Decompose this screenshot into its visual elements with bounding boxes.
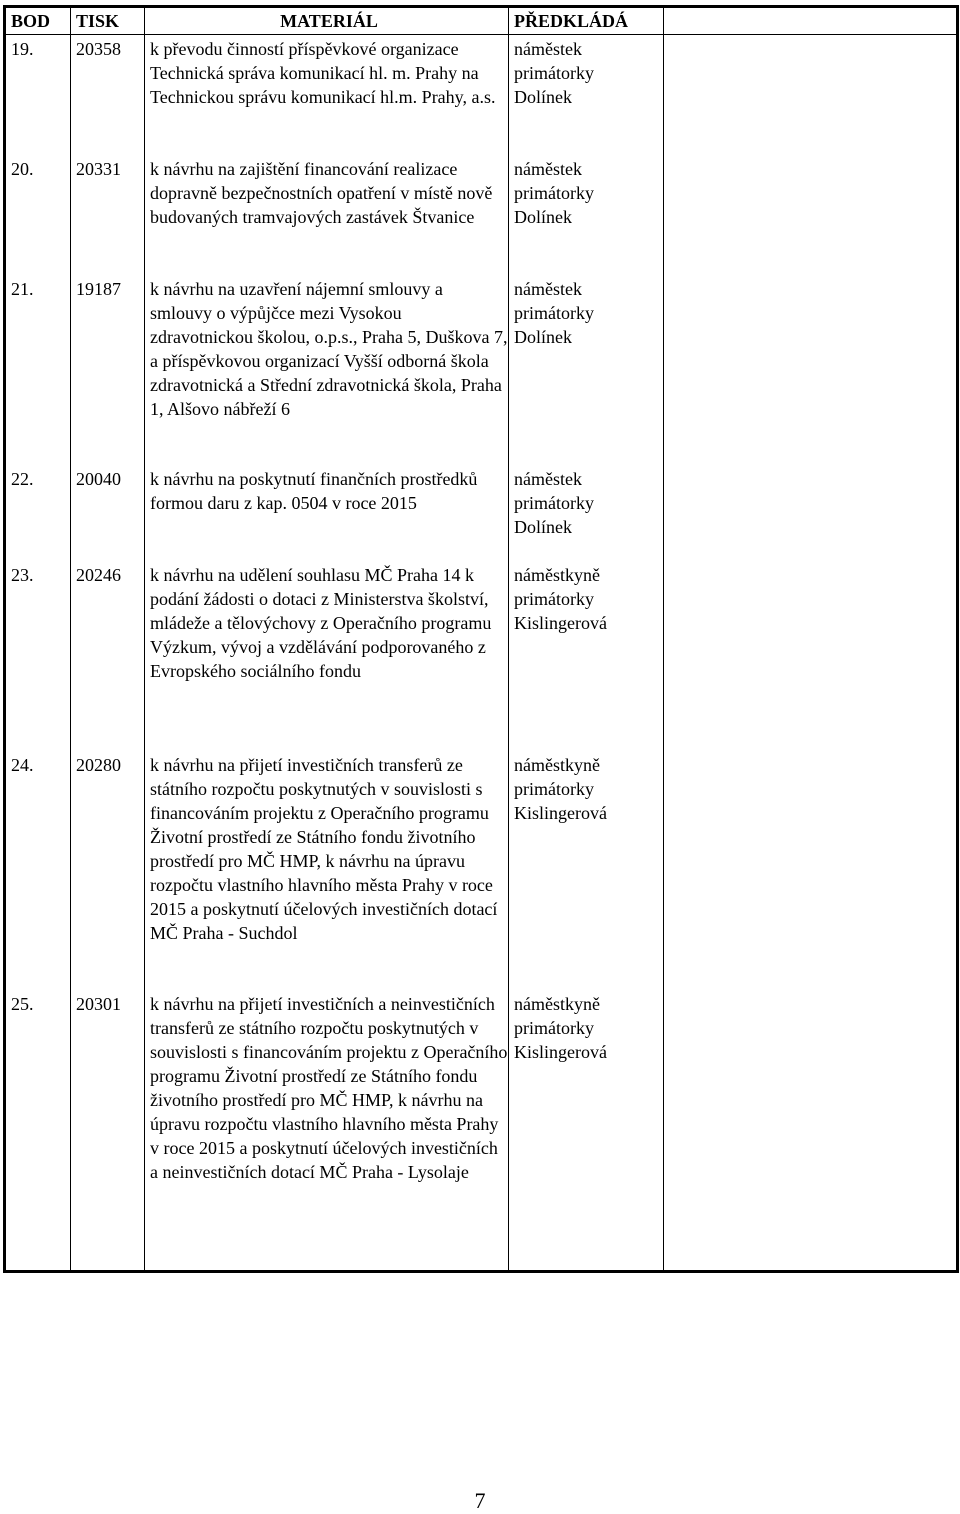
cell-predklada: [509, 561, 664, 751]
predklada-role: primátorky: [514, 63, 594, 83]
header-extra: [664, 7, 958, 35]
cell-predklada: [509, 751, 664, 990]
predklada-name: Dolínek: [514, 87, 572, 107]
predklada-title: náměstek: [514, 39, 582, 59]
cell-extra: [664, 751, 958, 990]
cell-material: k návrhu na poskytnutí finančních prostředků formou daru z kap. 0504 v roce 2015: [145, 465, 509, 561]
predklada-title: náměstkyně: [514, 564, 600, 585]
table-row: [5, 155, 958, 275]
predklada-name: Dolínek: [514, 516, 572, 537]
table-row: [5, 275, 958, 465]
cell-material: k návrhu na přijetí investičních a neinvestičních transferů ze státního rozpočtu poskytnutých v souvislosti s financováním projektu z Operačního programu Životní prostředí ze Státního fondu životního prostředí pro MČ HMP, k návrhu na úpravu rozpočtu vlastního hlavního města Prahy v roce 2015 a poskytnutí účelových investičních a neinvestičních dotací MČ Praha - Lysolaje: [145, 990, 509, 1272]
predklada-role: primátorky: [514, 778, 594, 799]
predklada-title: náměstek: [514, 468, 582, 489]
header-tisk: TISK: [71, 7, 145, 35]
predklada-role: primátorky: [514, 302, 594, 323]
cell-material: k návrhu na zajištění financování realizace dopravně bezpečnostních opatření v místě nově budovaných tramvajových zastávek Štvanice: [145, 155, 509, 275]
predklada-name: Kislingerová: [514, 612, 607, 633]
header-material: MATERIÁL: [145, 7, 509, 35]
predklada-role: primátorky: [514, 182, 594, 203]
cell-bod: 21.: [5, 275, 71, 465]
table-row: [5, 751, 958, 990]
predklada-role: primátorky: [514, 1017, 594, 1038]
predklada-role: primátorky: [514, 588, 594, 609]
cell-material: k návrhu na přijetí investičních transferů ze státního rozpočtu poskytnutých v souvislosti s financováním projektu z Operačního programu Životní prostředí ze Státního fondu životního prostředí pro MČ HMP, k návrhu na úpravu rozpočtu vlastního hlavního města Prahy v roce 2015 a poskytnutí účelových investičních dotací MČ Praha - Suchdol: [145, 751, 509, 990]
cell-extra: [664, 465, 958, 561]
cell-tisk: 20331: [71, 155, 145, 275]
cell-tisk: 20246: [71, 561, 145, 751]
cell-predklada: [509, 155, 664, 275]
header-row: [5, 7, 958, 35]
cell-bod: 23.: [5, 561, 71, 751]
cell-bod: 19.: [5, 35, 71, 155]
cell-extra: [664, 990, 958, 1272]
predklada-title: náměstkyně: [514, 993, 600, 1014]
cell-tisk: 20358: [71, 35, 145, 155]
cell-bod: 25.: [5, 990, 71, 1272]
cell-material: k návrhu na uzavření nájemní smlouvy a smlouvy o výpůjčce mezi Vysokou zdravotnickou školou, o.p.s., Praha 5, Duškova 7, a příspěvkovou organizací Vyšší odborná škola zdravotnická a Střední zdravotnická škola, Praha 1, Alšovo nábřeží 6: [145, 275, 509, 465]
predklada-title: náměstek: [514, 158, 582, 179]
cell-predklada: [509, 35, 664, 155]
cell-extra: [664, 35, 958, 155]
cell-bod: 22.: [5, 465, 71, 561]
table-row: [5, 561, 958, 751]
predklada-name: Kislingerová: [514, 802, 607, 823]
cell-extra: [664, 275, 958, 465]
cell-tisk: 20280: [71, 751, 145, 990]
cell-extra: [664, 561, 958, 751]
header-bod: BOD: [5, 7, 71, 35]
cell-tisk: 20301: [71, 990, 145, 1272]
predklada-name: Kislingerová: [514, 1041, 607, 1062]
cell-bod: 20.: [5, 155, 71, 275]
cell-bod: 24.: [5, 751, 71, 990]
predklada-role: primátorky: [514, 492, 594, 513]
cell-tisk: 19187: [71, 275, 145, 465]
cell-extra: [664, 155, 958, 275]
predklada-title: náměstkyně: [514, 754, 600, 775]
table-row: [5, 465, 958, 561]
table-row: [5, 35, 958, 155]
page-number: 7: [474, 1488, 486, 1513]
predklada-name: Dolínek: [514, 326, 572, 347]
cell-tisk: 20040: [71, 465, 145, 561]
header-predklada: PŘEDKLÁDÁ: [509, 7, 664, 35]
cell-material: k návrhu na udělení souhlasu MČ Praha 14 k podání žádosti o dotaci z Ministerstva školství, mládeže a tělovýchovy z Operačního programu Výzkum, vývoj a vzdělávání podporovaného z Evropského sociálního fondu: [145, 561, 509, 751]
table-row: [5, 990, 958, 1272]
agenda-table: [3, 5, 959, 1273]
cell-predklada: [509, 990, 664, 1272]
cell-material: k převodu činností příspěvkové organizace Technická správa komunikací hl. m. Prahy na Technickou správu komunikací hl.m. Prahy, a.s.: [145, 35, 509, 155]
cell-predklada: [509, 275, 664, 465]
cell-predklada: [509, 465, 664, 561]
predklada-title: náměstek: [514, 278, 582, 299]
predklada-name: Dolínek: [514, 206, 572, 227]
